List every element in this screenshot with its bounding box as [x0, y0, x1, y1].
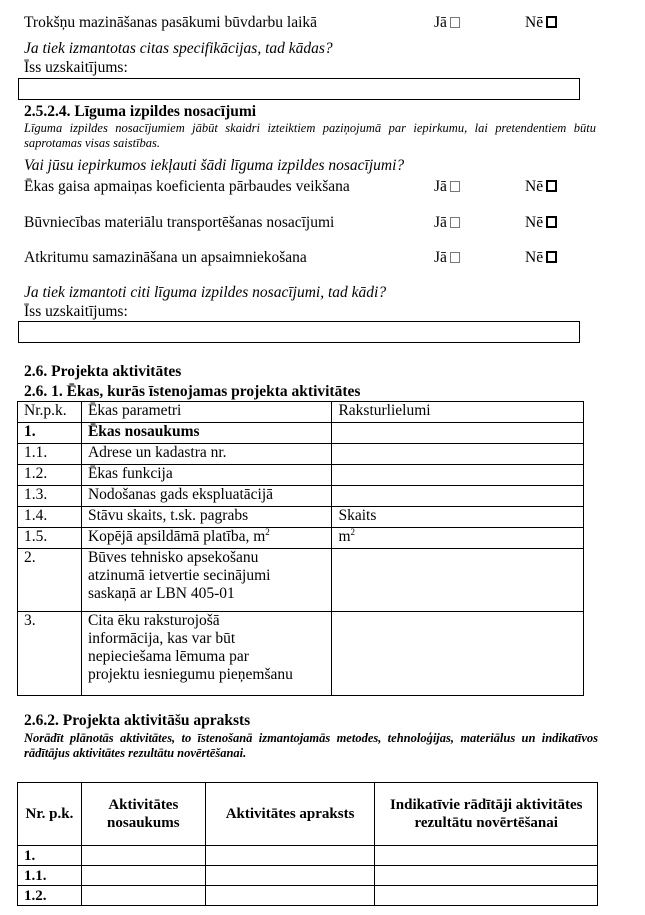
row-nr: 2. — [18, 549, 82, 612]
row-nr: 1.3. — [18, 486, 82, 507]
contract-item-3: Atkritumu samazināšana un apsaimniekošana — [24, 249, 307, 266]
table-header-row — [18, 783, 598, 846]
row-param: Ēkas funkcija — [81, 465, 332, 486]
header-name: Aktivitātes nosaukums — [81, 783, 205, 846]
noise-question: Trokšņu mazināšanas pasākumi būvdarbu laikā — [24, 14, 318, 31]
param-line: atzinumā ietvertie secinājumi — [87, 567, 271, 584]
header-description: Aktivitātes apraksts — [205, 783, 375, 846]
table-row — [18, 507, 584, 528]
item2-yes-option[interactable] — [434, 214, 460, 232]
yes-checkbox[interactable] — [450, 17, 460, 28]
table-row — [18, 846, 598, 866]
no-checkbox[interactable] — [546, 16, 557, 28]
name-cell[interactable] — [81, 846, 205, 866]
activities-table — [17, 782, 598, 906]
description-cell[interactable] — [205, 866, 375, 886]
item3-yes-option[interactable] — [434, 249, 460, 267]
no-checkbox[interactable] — [546, 251, 557, 263]
row-value-cell[interactable] — [332, 549, 584, 612]
header-param: Ēkas parametri — [81, 402, 332, 423]
param-line: Cita ēku raksturojošā — [87, 612, 220, 629]
indicators-cell[interactable] — [375, 846, 598, 866]
param-line: projektu iesniegumu pieņemšanu — [87, 666, 293, 683]
table-header-row — [18, 402, 584, 423]
no-label: Nē — [525, 214, 544, 231]
yes-checkbox[interactable] — [450, 181, 460, 192]
param-sup: 2 — [265, 527, 270, 537]
header-nr: Nr. p.k. — [18, 783, 82, 846]
header-nr: Nr.p.k. — [18, 402, 82, 423]
header-value: Raksturlielumi — [332, 402, 584, 423]
param-line: informācija, kas var būt — [87, 630, 236, 647]
description-heading: 2.6.2. Projekta aktivitāšu apraksts — [24, 712, 251, 729]
description-cell[interactable] — [205, 846, 375, 866]
no-label: Nē — [525, 249, 544, 266]
table-row — [18, 444, 584, 465]
row-nr: 1.1. — [18, 866, 82, 886]
row-nr: 1.1. — [18, 444, 82, 465]
row-value-cell[interactable] — [332, 612, 584, 696]
value-sup: 2 — [350, 527, 356, 537]
table-row — [18, 465, 584, 486]
row-value-cell[interactable] — [332, 528, 584, 549]
row-param — [81, 549, 332, 612]
yes-label: Jā — [434, 214, 447, 231]
table-row — [18, 423, 584, 444]
row-param — [81, 528, 332, 549]
table-row — [18, 612, 584, 696]
other-conditions-question: Ja tiek izmantoti citi līguma izpildes nosacījumi, tad kādi? — [24, 284, 387, 301]
contract-item-1: Ēkas gaisa apmaiņas koeficienta pārbaudes veikšana — [24, 178, 350, 195]
row-value-cell[interactable] — [332, 444, 584, 465]
table-row — [18, 528, 584, 549]
building-table — [17, 401, 584, 696]
name-cell[interactable] — [81, 866, 205, 886]
param-text: Kopējā apsildāmā platība, m — [87, 528, 266, 545]
indicators-cell[interactable] — [375, 886, 598, 906]
table-row — [18, 866, 598, 886]
item1-yes-option[interactable] — [434, 178, 460, 196]
contract-note: Līguma izpildes nosacījumiem jābūt skaidri izteiktiem paziņojumā par iepirkumu, lai pretendentiem būtu saprotamas visas saistības. — [24, 121, 596, 150]
row-value-cell[interactable] — [332, 465, 584, 486]
other-specs-question: Ja tiek izmantotas citas specifikācijas, tad kādas? — [24, 40, 333, 57]
activities-subheading: 2.6. 1. Ēkas, kurās īstenojamas projekta aktivitātes — [24, 383, 361, 400]
row-nr: 1.5. — [18, 528, 82, 549]
contract-item-2: Būvniecības materiālu transportēšanas nosacījumi — [24, 214, 335, 231]
yes-label: Jā — [434, 249, 447, 266]
header-indicators: Indikatīvie rādītāji aktivitātes rezultātu novērtēšanai — [375, 783, 598, 846]
summary-label: Īss uzskaitījums: — [24, 59, 128, 76]
row-value-cell[interactable] — [332, 423, 584, 444]
item2-no-option[interactable] — [525, 214, 557, 232]
table-row — [18, 549, 584, 612]
row-nr: 1.4. — [18, 507, 82, 528]
activities-heading: 2.6. Projekta aktivitātes — [24, 363, 182, 380]
summary-input-1[interactable] — [18, 78, 580, 100]
yes-checkbox[interactable] — [450, 252, 460, 263]
row-value-cell[interactable]: Skaits — [332, 507, 584, 528]
row-nr: 1. — [18, 423, 82, 444]
row-param: Nodošanas gads ekspluatācijā — [81, 486, 332, 507]
row-param — [81, 612, 332, 696]
row-param: Adrese un kadastra nr. — [81, 444, 332, 465]
description-note: Norādīt plānotās aktivitātes, to īstenošanā izmantojamās metodes, tehnoloģijas, materiālus un indikatīvos rādītājus aktivitātes rezultātu novērtēšanai. — [24, 731, 598, 760]
value-text: m — [338, 528, 351, 545]
item1-no-option[interactable] — [525, 178, 557, 196]
yes-label: Jā — [434, 178, 447, 195]
row-param: Ēkas nosaukums — [81, 423, 332, 444]
summary-input-2[interactable] — [18, 321, 580, 343]
name-cell[interactable] — [81, 886, 205, 906]
row-nr: 1.2. — [18, 886, 82, 906]
row-param: Stāvu skaits, t.sk. pagrabs — [81, 507, 332, 528]
no-checkbox[interactable] — [546, 180, 557, 192]
noise-yes-option[interactable] — [434, 14, 460, 32]
no-label: Nē — [525, 178, 544, 195]
row-nr: 1.2. — [18, 465, 82, 486]
indicators-cell[interactable] — [375, 866, 598, 886]
param-line: saskaņā ar LBN 405-01 — [87, 585, 235, 602]
row-nr: 3. — [18, 612, 82, 696]
table-row — [18, 886, 598, 906]
summary-label: Īss uzskaitījums: — [24, 303, 128, 320]
no-checkbox[interactable] — [546, 216, 557, 228]
param-line: nepieciešama lēmuma par — [87, 648, 249, 665]
item3-no-option[interactable] — [525, 249, 557, 267]
yes-label: Jā — [434, 14, 447, 31]
description-cell[interactable] — [205, 886, 375, 906]
no-label: Nē — [525, 14, 544, 31]
row-nr: 1. — [18, 846, 82, 866]
noise-no-option[interactable] — [525, 14, 557, 32]
contract-question: Vai jūsu iepirkumos iekļauti šādi līguma izpildes nosacījumi? — [24, 157, 405, 174]
contract-heading: 2.5.2.4. Līguma izpildes nosacījumi — [24, 103, 257, 120]
row-value-cell[interactable] — [332, 486, 584, 507]
param-line: Būves tehnisko apsekošanu — [87, 549, 259, 566]
table-row — [18, 486, 584, 507]
yes-checkbox[interactable] — [450, 217, 460, 228]
